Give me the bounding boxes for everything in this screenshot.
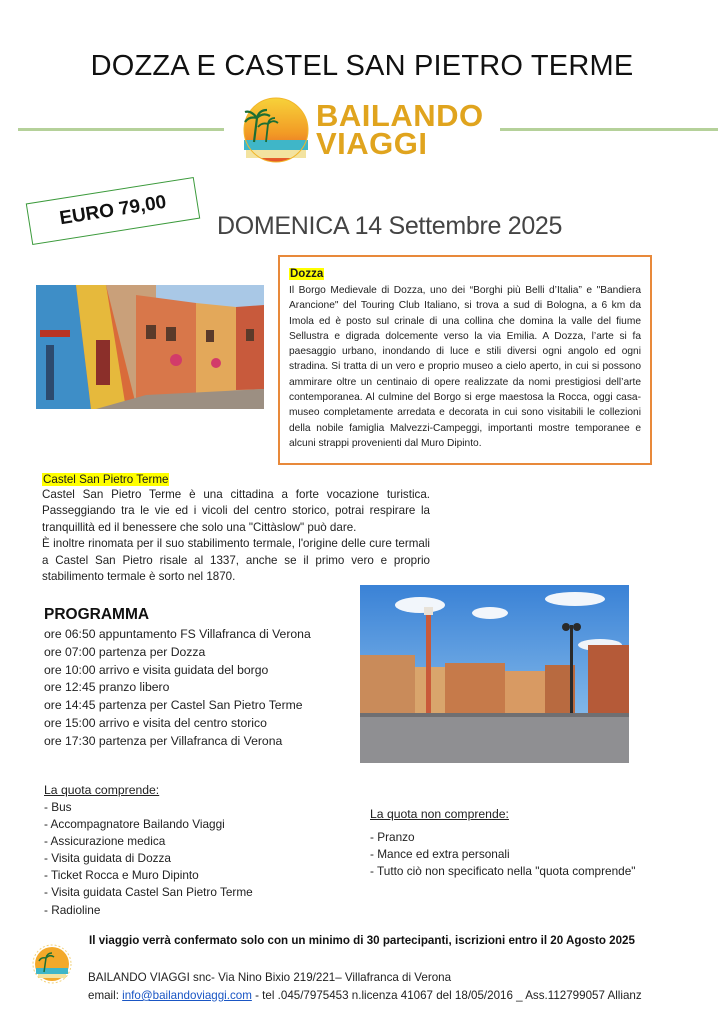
list-item: - Visita guidata Castel San Pietro Terme <box>44 885 253 900</box>
confirmation-note: Il viaggio verrà confermato solo con un minimo di 30 partecipanti, iscrizioni entro il 20 Agosto 2025 <box>89 934 635 947</box>
dozza-description: Il Borgo Medievale di Dozza, uno dei “Borghi più Belli d’Italia” e "Bandiera Arancione" del Touring Club Italiano, si trova a sud di Bologna, a 6 km da Imola ed è posto sul crinale di una collina che domina la valle del fiume Sellustra e digrada dolcemente verso la via Emilia. A Dozza, l’arte si fa paesaggio urbano, inondando di luce e stili diversi ogni angolo ed ogni stradina. Si tratta di un vero e proprio museo a cielo aperto, in cui si possono ammirare oltre un centinaio di opere realizzate da nomi prestigiosi dell’arte contemporanea. Al culmine del Borgo si erge maestosa la Rocca, oggi casa-museo completamente arredata e decorata in cui sono visitabili le collezioni della nobile famiglia Malvezzi-Campeggi, importanti mostre temporanee e alcuni strappi provenienti dal Muro Dipinto. <box>289 285 641 449</box>
quota-non-comprende-title: La quota non comprende: <box>370 807 509 821</box>
castel-paragraph-1: Castel San Pietro Terme è una cittadina a forte vocazione turistica. Passeggiando tra le vie ed i vicoli del centro storico, potrai respirare la tranquillità ed il benessere che solo una "Cittàslow" può dare. <box>42 488 430 534</box>
programma-item: ore 07:00 partenza per Dozza <box>44 644 206 659</box>
list-item: - Tutto ciò non specificato nella "quota comprende" <box>370 864 636 878</box>
dozza-description-box <box>278 255 652 465</box>
footer-contacts <box>88 989 642 1002</box>
divider-left <box>18 128 224 131</box>
programma-item: ore 12:45 pranzo libero <box>44 680 170 695</box>
list-item: - Ticket Rocca e Muro Dipinto <box>44 868 199 883</box>
programma-list <box>44 626 311 751</box>
programma-item: ore 15:00 arrivo e visita del centro storico <box>44 715 267 730</box>
quota-non-comprende-list <box>370 829 635 880</box>
dozza-street-photo <box>36 285 264 409</box>
price-label: EURO 79,00 <box>58 191 168 230</box>
quota-comprende-title: La quota comprende: <box>44 783 160 797</box>
footer-details: - tel .045/7975453 n.licenza 41067 del 18/05/2016 _ Ass.112799057 Allianz <box>251 989 642 1002</box>
list-item: - Assicurazione medica <box>44 834 166 849</box>
footer-logo <box>32 944 72 984</box>
list-item: - Bus <box>44 800 72 814</box>
castel-paragraph-2: È inoltre rinomata per il suo stabilimento termale, l'origine delle cure termali a Castel San Pietro risale al 1337, anche se il primo vero e proprio stabilimento termale è sorto nel 1870. <box>42 537 430 584</box>
list-item: - Radioline <box>44 902 101 917</box>
castel-san-pietro-square-photo <box>360 585 629 763</box>
logo-text-bailando: BAILANDO <box>316 98 484 133</box>
programma-title: PROGRAMMA <box>44 606 150 623</box>
list-item: - Mance ed extra personali <box>370 847 510 861</box>
castel-heading: Castel San Pietro Terme <box>43 473 169 486</box>
divider-right <box>500 128 718 131</box>
castel-heading-wrap <box>42 470 169 488</box>
dozza-heading: Dozza <box>290 268 324 280</box>
quota-comprende-list <box>44 799 253 919</box>
programma-item: ore 14:45 partenza per Castel San Pietro Terme <box>44 698 303 713</box>
programma-item: ore 17:30 partenza per Villafranca di Verona <box>44 733 283 748</box>
price-box <box>26 177 200 245</box>
castel-description <box>42 487 430 585</box>
footer-address: BAILANDO VIAGGI snc- Via Nino Bixio 219/221– Villafranca di Verona <box>88 971 452 984</box>
footer-email-label: email: <box>88 989 123 1002</box>
event-date: DOMENICA 14 Settembre 2025 <box>217 212 563 240</box>
programma-item: ore 06:50 appuntamento FS Villafranca di Verona <box>44 627 311 641</box>
footer-email-link[interactable]: info@bailandoviaggi.com <box>122 989 252 1002</box>
page-title: DOZZA E CASTEL SAN PIETRO TERME <box>90 50 634 82</box>
list-item: - Visita guidata di Dozza <box>44 851 171 866</box>
logo-text-viaggi: VIAGGI <box>316 126 428 161</box>
list-item: - Pranzo <box>370 830 415 844</box>
programma-item: ore 10:00 arrivo e visita guidata del borgo <box>44 662 269 677</box>
list-item: - Accompagnatore Bailando Viaggi <box>44 817 225 832</box>
